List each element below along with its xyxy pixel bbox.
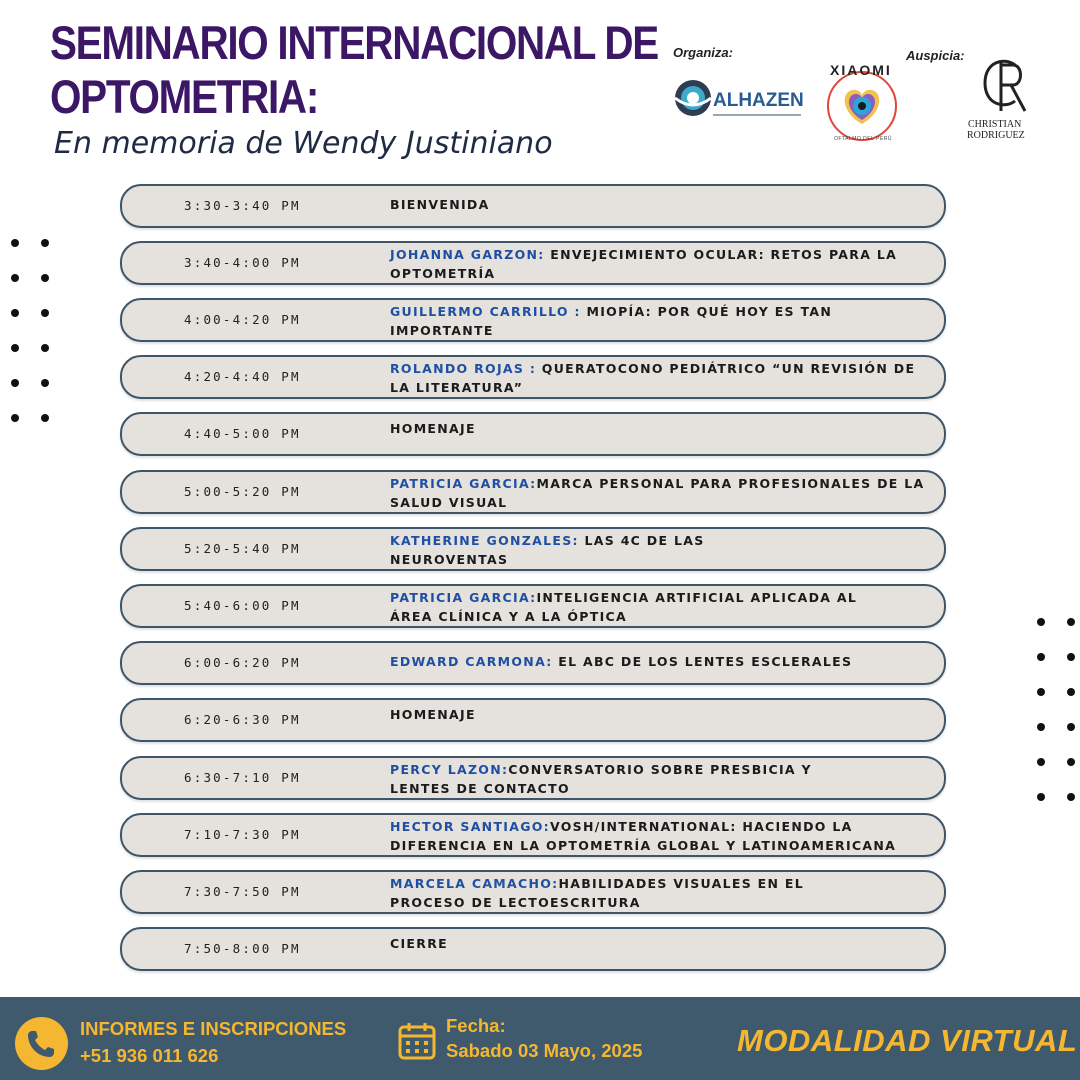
session-time: 4:40-5:00 PM [184, 426, 301, 441]
xiaomi-name: XIAOMI [830, 62, 892, 78]
session-time: 5:20-5:40 PM [184, 541, 301, 556]
page-title [50, 16, 658, 124]
session-time: 7:50-8:00 PM [184, 941, 301, 956]
schedule-row [120, 412, 946, 456]
schedule-row [120, 527, 946, 571]
schedule-row [120, 756, 946, 800]
page-subtitle: En memoria de Wendy Justiniano [54, 126, 553, 161]
schedule-row [120, 813, 946, 857]
session-speaker: ROLANDO ROJAS : [390, 361, 537, 376]
session-topic: CIERRE [390, 936, 448, 951]
session-speaker: MARCELA CAMACHO: [390, 876, 559, 891]
session-description [390, 874, 860, 912]
session-description [390, 245, 935, 283]
schedule-row [120, 641, 946, 685]
phone-number[interactable]: +51 936 011 626 [80, 1045, 219, 1066]
session-topic: HOMENAJE [390, 421, 476, 436]
session-description [390, 531, 750, 569]
session-description [390, 474, 935, 512]
session-topic: BIENVENIDA [390, 197, 490, 212]
session-description [390, 195, 935, 214]
schedule-row [120, 698, 946, 742]
session-time: 5:40-6:00 PM [184, 598, 301, 613]
alhazen-name: ALHAZEN [713, 90, 804, 111]
schedule-row [120, 355, 946, 399]
title-line-1: SEMINARIO INTERNACIONAL DE [50, 16, 658, 69]
session-speaker: PATRICIA GARCIA: [390, 590, 537, 605]
christian-name: CHRISTIAN [968, 119, 1022, 130]
calendar-icon [397, 1021, 437, 1061]
schedule-row [120, 184, 946, 228]
rodriguez-name: RODRIGUEZ [967, 130, 1025, 141]
auspicia-label: Auspicia: [906, 48, 965, 63]
session-description [390, 705, 935, 724]
modalidad-label: MODALIDAD VIRTUAL [737, 1023, 1078, 1058]
phone-button[interactable] [15, 1017, 68, 1070]
session-speaker: HECTOR SANTIAGO: [390, 819, 550, 834]
session-speaker: JOHANNA GARZON: [390, 247, 545, 262]
schedule-row [120, 927, 946, 971]
session-description [390, 302, 870, 340]
session-description [390, 359, 935, 397]
info-label: INFORMES E INSCRIPCIONES [80, 1018, 347, 1039]
session-time: 4:20-4:40 PM [184, 369, 301, 384]
session-description [390, 817, 935, 855]
session-topic: LAS 4C DE LAS NEUROVENTAS [390, 533, 705, 567]
alhazen-logo [673, 78, 805, 123]
session-time: 7:10-7:30 PM [184, 827, 301, 842]
schedule-row [120, 241, 946, 285]
session-speaker: GUILLERMO CARRILLO : [390, 304, 581, 319]
schedule-row [120, 870, 946, 914]
schedule-row [120, 584, 946, 628]
session-speaker: KATHERINE GONZALES: [390, 533, 579, 548]
session-topic: HABILIDADES VISUALES EN EL PROCESO DE LECTOESCRITURA [390, 876, 804, 910]
fecha-value: Sabado 03 Mayo, 2025 [446, 1040, 643, 1061]
session-topic: MIOPÍA: POR QUÉ HOY ES TAN IMPORTANTE [390, 304, 833, 338]
session-topic: INTELIGENCIA ARTIFICIAL APLICADA AL ÁREA CLÍNICA Y A LA ÓPTICA [390, 590, 858, 624]
session-time: 6:00-6:20 PM [184, 655, 301, 670]
alhazen-eye-icon [673, 78, 713, 118]
session-topic: ENVEJECIMIENTO OCULAR: RETOS PARA LA OPTOMETRÍA [390, 247, 898, 281]
session-topic: VOSH/INTERNATIONAL: HACIENDO LA DIFERENCIA EN LA OPTOMETRÍA GLOBAL Y LATINOAMERICANA [390, 819, 897, 853]
schedule-row [120, 298, 946, 342]
cr-monogram-icon [975, 55, 1035, 115]
xiaomi-subtitle: OFTALMO DEL PERÚ [834, 136, 893, 142]
session-time: 5:00-5:20 PM [184, 484, 301, 499]
session-topic: CONVERSATORIO SOBRE PRESBICIA Y LENTES DE CONTACTO [390, 762, 812, 796]
fecha-label: Fecha: [446, 1015, 506, 1036]
organiza-label: Organiza: [673, 45, 733, 60]
session-time: 6:20-6:30 PM [184, 712, 301, 727]
session-speaker: EDWARD CARMONA: [390, 654, 553, 669]
xiaomi-logo [820, 62, 904, 146]
session-description [390, 419, 935, 438]
session-description [390, 760, 850, 798]
session-description [390, 652, 935, 671]
session-topic: QUERATOCONO PEDIÁTRICO “UN REVISIÓN DE LA LITERATURA” [390, 361, 916, 395]
christian-rodriguez-logo [965, 55, 1045, 145]
schedule-row [120, 470, 946, 514]
session-topic: HOMENAJE [390, 707, 476, 722]
session-time: 6:30-7:10 PM [184, 770, 301, 785]
phone-icon [15, 1017, 68, 1070]
session-speaker: PERCY LAZON: [390, 762, 509, 777]
title-line-2: OPTOMETRIA: [50, 70, 319, 123]
session-description [390, 588, 900, 626]
footer-bar [0, 997, 1080, 1080]
session-speaker: PATRICIA GARCIA: [390, 476, 537, 491]
alhazen-tagline [713, 114, 801, 116]
session-description [390, 934, 935, 953]
session-time: 3:30-3:40 PM [184, 198, 301, 213]
session-time: 3:40-4:00 PM [184, 255, 301, 270]
session-time: 4:00-4:20 PM [184, 312, 301, 327]
session-topic: EL ABC DE LOS LENTES ESCLERALES [552, 654, 853, 669]
session-time: 7:30-7:50 PM [184, 884, 301, 899]
session-topic: MARCA PERSONAL PARA PROFESIONALES DE LA SALUD VISUAL [390, 476, 925, 510]
